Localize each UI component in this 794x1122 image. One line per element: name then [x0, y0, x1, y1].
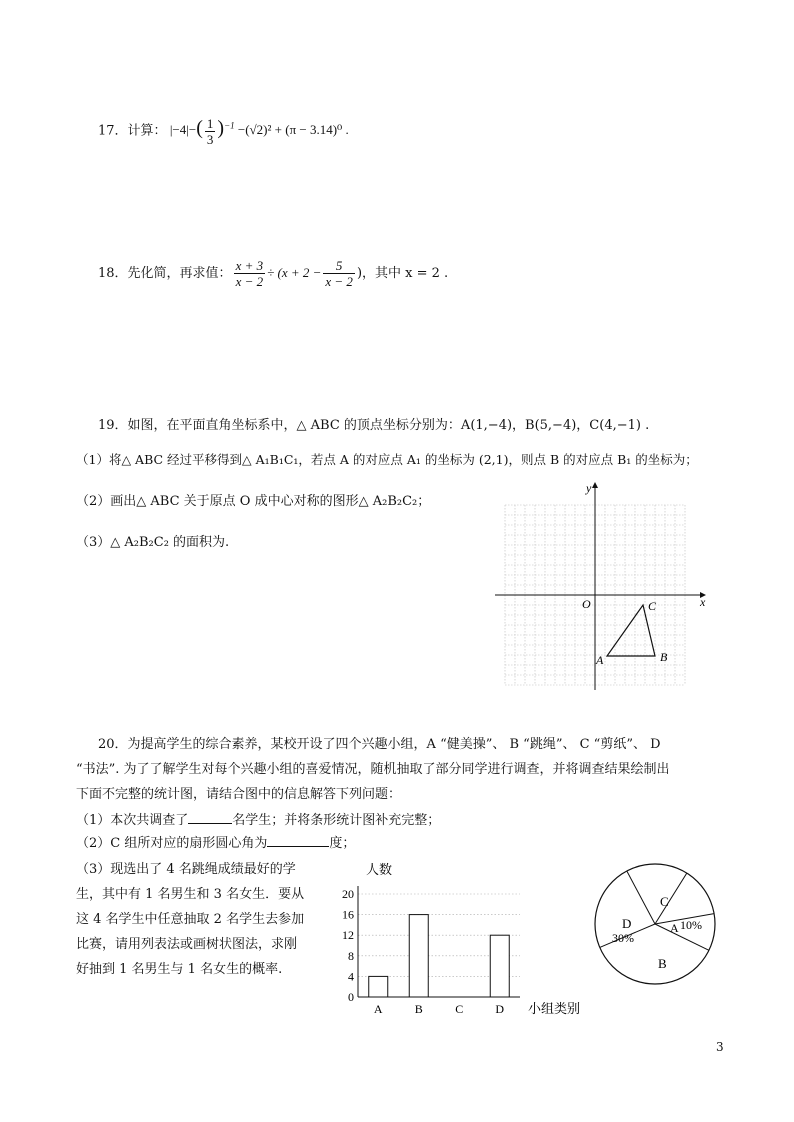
bar-d	[490, 935, 509, 997]
q20-part3-line: （3）现选出了 4 名跳绳成绩最好的学	[76, 862, 296, 877]
q17-expression: |−4|−( $\frac{1}{3}$ )$^{-1}$ −(√2)² + (π − 3.14)⁰ .	[169, 116, 349, 147]
q20-part3-line: 比赛，请用列表法或画树状图法，求刚	[76, 937, 298, 952]
q20-part3-line: 好抽到 1 名男生与 1 名女生的概率.	[76, 962, 283, 977]
pie-label-d: D	[622, 916, 632, 931]
pie-label-b: B	[658, 956, 667, 971]
origin-label: O	[582, 597, 591, 611]
bar-xtick-label: A	[373, 1002, 383, 1016]
page-number: 3	[716, 1040, 724, 1054]
answer-blank-1[interactable]	[188, 811, 232, 824]
q20-part3	[76, 857, 326, 982]
bar-xtick-label: B	[414, 1002, 423, 1016]
bar-b	[409, 915, 428, 997]
q20-part3-line: 这 4 名学生中任意抽取 2 名学生去参加	[76, 912, 305, 927]
bar-chart	[330, 856, 600, 1021]
q18-number: 18．	[98, 266, 128, 281]
pie-label-a-percent: 10%	[680, 918, 702, 932]
bar-ytick-label: 4	[348, 969, 354, 984]
bar-chart-yticks	[342, 887, 354, 1004]
bar-ytick-label: 8	[348, 948, 354, 963]
bar-ytick-label: 16	[342, 907, 354, 922]
y-axis-label: y	[586, 481, 592, 495]
answer-blank-2[interactable]	[267, 834, 329, 847]
point-a-label: A	[596, 653, 604, 667]
q20-line1: 20．为提高学生的综合素养，某校开设了四个兴趣小组，A “健美操”、 B “跳绳”、 C “剪纸”、 D	[98, 737, 661, 752]
q20-part3-line: 生，其中有 1 名男生和 3 名女生．要从	[76, 887, 305, 902]
bar-chart-xlabel: 小组类别	[528, 1001, 581, 1016]
q20-line2: “书法”. 为了了解学生对每个兴趣小组的喜爱情况，随机抽取了部分同学进行调查，并将调查结果绘制出	[76, 762, 670, 777]
q18-label: 先化简，再求值：	[127, 266, 232, 281]
q19-line1: 19．如图，在平面直角坐标系中，△ ABC 的顶点坐标分别为：A(1,−4)，B(5,−4)，C(4,−1) .	[98, 418, 650, 433]
bar-chart-xlabels	[374, 1002, 505, 1016]
bar-xtick-label: C	[455, 1002, 464, 1016]
bar-ytick-label: 20	[342, 887, 354, 901]
pie-label-d-percent: 30%	[612, 931, 634, 945]
q17-label: 计算：	[127, 123, 167, 139]
q19-line3: （2）画出△ ABC 关于原点 O 成中心对称的图形△ A₂B₂C₂；	[76, 494, 431, 509]
y-axis-arrow	[592, 482, 598, 488]
pie-label-c: C	[660, 894, 669, 909]
bar-ytick-label: 0	[348, 990, 354, 1004]
q20-part1: （1）本次共调查了 名学生；并将条形统计图补充完整；	[76, 813, 441, 828]
point-c-label: C	[648, 599, 657, 613]
pie-chart	[592, 862, 722, 992]
question-17	[98, 116, 349, 147]
point-b-label: B	[660, 650, 668, 664]
question-18: 18．先化简，再求值： $\frac{x + 3}{x - 2}$ ÷ (x + 2 − $\frac{5}{x - 2}$ )，其中 x = 2 .	[98, 258, 449, 289]
x-axis-label: x	[700, 595, 706, 609]
q19-line2: （1）将△ ABC 经过平移得到△ A₁B₁C₁，若点 A 的对应点 A₁ 的坐标为 (2,1)，则点 B 的对应点 B₁ 的坐标为；	[76, 452, 698, 467]
q20-line3: 下面不完整的统计图，请结合图中的信息解答下列问题：	[76, 787, 402, 802]
bar-ytick-label: 12	[342, 928, 354, 943]
pie-label-a: A	[670, 921, 679, 935]
bar-xtick-label: D	[495, 1002, 505, 1016]
bar-a	[369, 976, 388, 997]
q20-part2: （2）C 组所对应的扇形圆心角为 度；	[76, 836, 356, 851]
coordinate-grid-figure	[490, 480, 710, 695]
q19-line4: （3）△ A₂B₂C₂ 的面积为.	[76, 535, 230, 550]
bar-chart-ylabel: 人数	[366, 862, 393, 877]
q17-number: 17．	[98, 123, 128, 139]
